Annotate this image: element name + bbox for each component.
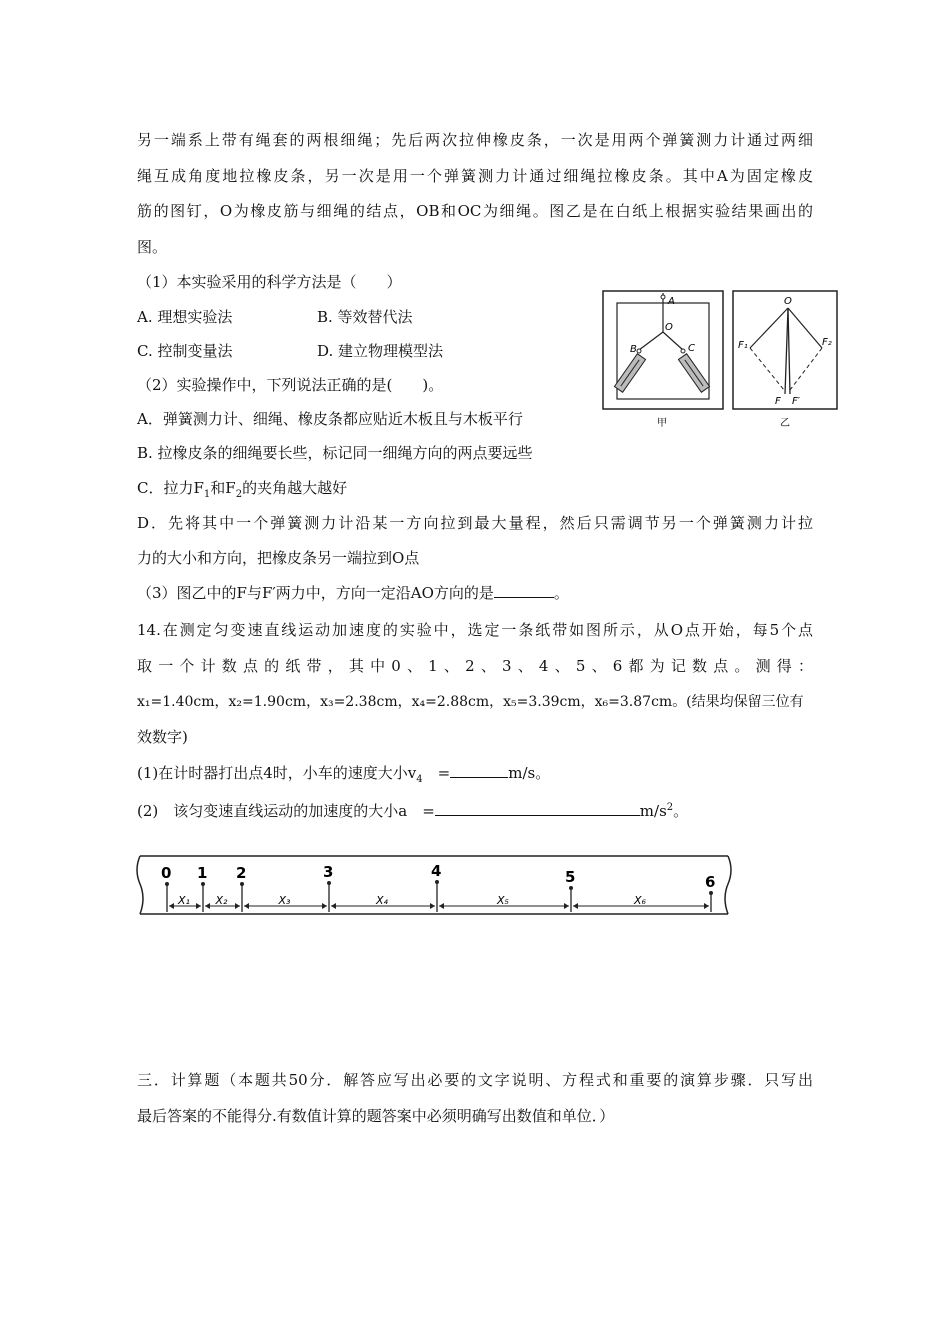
yi-label-f1: F₁: [738, 340, 748, 351]
jia-label-a: A: [668, 296, 675, 307]
tape-left-tear: [137, 856, 143, 914]
a-answer-blank[interactable]: [435, 801, 640, 816]
q14-sub1: [137, 763, 550, 790]
q14-sub1-index: 4: [416, 774, 423, 785]
measure-x5: x₅=3.39cm: [503, 694, 581, 710]
tape-dot-4: [435, 880, 439, 884]
measure-x1: x₁=1.40cm: [137, 694, 215, 710]
jia-caption: 甲: [657, 418, 667, 429]
measure-x3: x₃=2.38cm: [320, 694, 398, 710]
tape-segment-label-4: X₄: [376, 894, 388, 907]
q14-sub2-text: (2) 该匀变速直线运动的加速度的大小a: [137, 802, 408, 820]
q14-sub2-exp: 2: [666, 802, 674, 813]
q1-option-d[interactable]: D. 建立物理模型法: [317, 342, 444, 360]
tape-segment-label-1: X₁: [178, 894, 190, 907]
q14-measurements: x₁=1.40cm，x₂=1.90cm，x₃=2.38cm，x₄=2.88cm，x₅=3.39cm，x₆=3.87cm。(结果均保留三位有: [137, 694, 804, 710]
tape-point-label-0: 0: [161, 864, 172, 882]
tape-point-label-6: 6: [705, 873, 716, 891]
tape-segment-arrow-left-4: [331, 903, 336, 909]
q2-option-c-sub2: 2: [235, 489, 243, 500]
q1-stem: （1）本实验采用的科学方法是（ ）: [137, 273, 402, 291]
tape-dot-1: [201, 882, 205, 886]
measure-note: 。(结果均保留三位有: [672, 694, 804, 710]
section3-line-1: 三．计算题（本题共50分．解答应写出必要的文字说明、方程式和重要的演算步骤．只写出: [137, 1071, 813, 1089]
q14-line-4: 效数字): [137, 728, 188, 746]
tape-segment-arrow-left-6: [573, 903, 578, 909]
yi-force-fprime: [788, 308, 790, 394]
v4-answer-blank[interactable]: [450, 763, 508, 778]
jia-string-oc: [663, 332, 683, 350]
figure-yi: [732, 290, 840, 432]
intro-line-3: 筋的图钉，O为橡皮筋与细绳的结点，OB和OC为细绳。图乙是在白纸上根据实验结果画出的: [137, 202, 813, 220]
jia-spring-scale-right: [678, 354, 709, 393]
tape-segment-arrow-right-2: [235, 903, 240, 909]
measure-x4: x₄=2.88cm: [411, 694, 490, 710]
yi-label-f2: F₂: [822, 337, 832, 348]
intro-line-2: 绳互成角度地拉橡皮条，另一次是用一个弹簧测力计通过细绳拉橡皮条。其中A为固定橡皮: [137, 167, 813, 185]
jia-string-ob: [639, 332, 663, 350]
tape-segment-arrow-left-1: [169, 903, 174, 909]
jia-label-c: C: [688, 343, 695, 354]
tape-segment-arrow-left-5: [439, 903, 444, 909]
tape-segment-arrow-right-3: [322, 903, 327, 909]
q2-option-d-line-1[interactable]: D．先将其中一个弹簧测力计沿某一方向拉到最大量程，然后只需调节另一个弹簧测力计拉: [137, 514, 813, 532]
yi-label-o: O: [784, 296, 792, 307]
tape-dot-5: [569, 886, 573, 890]
q3-answer-blank[interactable]: [494, 583, 554, 598]
tape-segment-label-6: X₆: [634, 894, 646, 907]
q14-sub1-text: (1)在计时器打出点4时，小车的速度大小v: [137, 764, 417, 782]
jia-label-o: O: [665, 322, 673, 333]
tape-dot-6: [709, 891, 713, 895]
q14-line-1: 14.在测定匀变速直线运动加速度的实验中，选定一条纸带如图所示，从O点开始，每5个点: [137, 621, 813, 639]
figure-jia: [602, 290, 724, 432]
q14-sub2-unit: m/s: [639, 802, 667, 820]
q1-option-b[interactable]: B. 等效替代法: [317, 308, 413, 326]
tape-point-label-4: 4: [431, 862, 442, 880]
q14-sub2-end: 。: [673, 802, 689, 820]
jia-point-c: [681, 349, 685, 353]
tape-segment-arrow-right-4: [430, 903, 435, 909]
q2-option-c[interactable]: [137, 478, 347, 505]
q3-text: （3）图乙中的F与F′两力中，方向一定沿AO方向的是: [137, 584, 494, 602]
tape-point-label-5: 5: [565, 868, 576, 886]
tape-right-tear: [725, 856, 731, 914]
yi-label-fprime: F′: [792, 396, 801, 407]
q3-line: [137, 583, 569, 603]
tape-segment-arrow-right-5: [564, 903, 569, 909]
q14-sub2-eq: =: [422, 802, 435, 820]
tape-segment-arrow-left-3: [244, 903, 249, 909]
q2-option-d-line-2: 力的大小和方向，把橡皮条另一端拉到O点: [137, 549, 420, 567]
jia-label-b: B: [630, 344, 637, 355]
q14-line-2: 取一个计数点的纸带，其中0、1、2、3、4、5、6都为记数点。测得：: [137, 657, 813, 675]
q2-option-c-mid: 和F: [210, 479, 236, 497]
jia-pin-a: [661, 295, 665, 299]
measure-x6: x₆=3.87cm: [594, 694, 673, 710]
yi-force-f2: [788, 308, 822, 348]
intro-line-4: 图。: [137, 238, 168, 256]
q2-option-c-pre: C．拉力F: [137, 479, 204, 497]
measure-x2: x₂=1.90cm: [228, 694, 307, 710]
tape-dot-0: [165, 882, 169, 886]
q3-end: 。: [553, 584, 569, 602]
yi-caption: 乙: [780, 418, 790, 429]
tape-point-label-3: 3: [323, 863, 334, 881]
q2-option-c-post: 的夹角越大越好: [242, 479, 348, 497]
q2-stem: （2）实验操作中，下列说法正确的是( )。: [137, 376, 444, 394]
q14-sub1-eq: =: [437, 764, 451, 782]
section3-line-2: 最后答案的不能得分.有数值计算的题答案中必须明确写出数值和单位．）: [137, 1107, 615, 1125]
yi-dash-left: [750, 348, 784, 390]
q2-option-a[interactable]: A．弹簧测力计、细绳、橡皮条都应贴近木板且与木板平行: [137, 410, 523, 428]
tape-segment-arrow-right-1: [196, 903, 201, 909]
tape-segment-label-3: X₃: [278, 894, 291, 907]
tape-point-label-2: 2: [236, 864, 247, 882]
q2-option-b[interactable]: B. 拉橡皮条的细绳要长些，标记同一细绳方向的两点要远些: [137, 444, 533, 462]
q14-sub2: [137, 798, 688, 821]
q2-option-c-sub1: 1: [203, 489, 211, 500]
yi-label-f: F: [775, 396, 781, 407]
paper-tape-figure: [132, 852, 742, 918]
jia-point-b: [637, 349, 641, 353]
yi-dash-right: [790, 348, 822, 390]
yi-force-f1: [750, 308, 788, 348]
tape-segment-label-2: X₂: [215, 894, 228, 907]
tape-point-label-1: 1: [197, 864, 208, 882]
tape-segment-label-5: X₅: [497, 894, 509, 907]
tape-dot-3: [327, 881, 331, 885]
q1-option-a[interactable]: A. 理想实验法: [137, 308, 233, 326]
intro-line-1: 另一端系上带有绳套的两根细绳；先后两次拉伸橡皮条，一次是用两个弹簧测力计通过两细: [137, 131, 813, 149]
tape-segment-arrow-right-6: [704, 903, 709, 909]
jia-spring-scale-left: [614, 354, 645, 393]
yi-force-f: [785, 308, 788, 394]
tape-segment-arrow-left-2: [205, 903, 210, 909]
q14-sub1-unit: m/s。: [508, 764, 551, 782]
q1-option-c[interactable]: C. 控制变量法: [137, 342, 233, 360]
tape-dot-2: [240, 882, 244, 886]
